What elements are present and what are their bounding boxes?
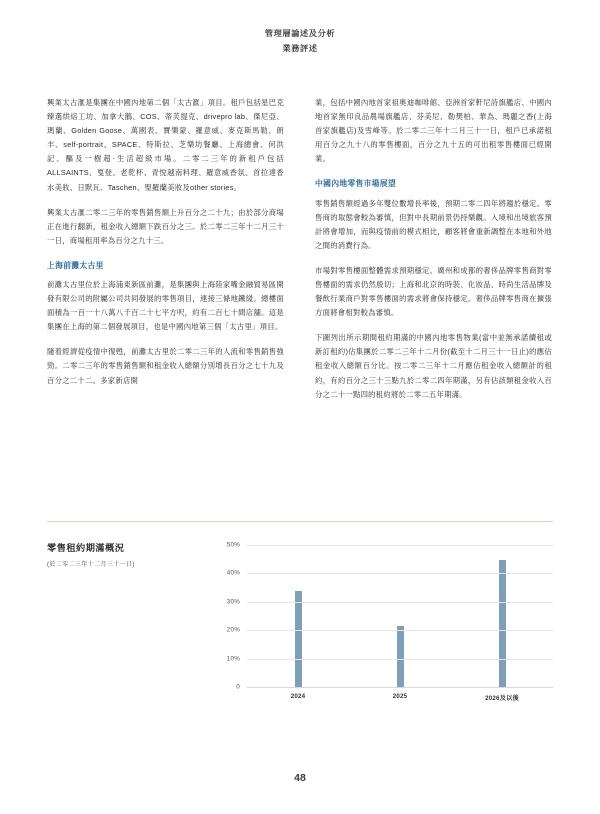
paragraph: 業，包括中國內地首家祖奧迪咖啡館、亞洲首家軒尼詩旗艦店、中國內地首家無印良品農場旗艦店、芬美尼、勒樊柏、華為、瑪麗之香(上海首家旗艦店)及雪峰等。於二零二三年十二月三十一日，租戶已承諾租用百分之九十八的零售樓面，百分之九十五的可出租零售樓面已經開業。 <box>315 98 552 164</box>
chart-title: 零售租約期滿概況 <box>47 543 125 553</box>
chart-bars <box>247 545 553 687</box>
running-header-section: 管理層論述及分析 <box>264 29 336 38</box>
paragraph: 市場對零售樓面整體需求預期穩定。廣州和成都的奢侈品牌零售商對零售樓面的需求仍然殷切；上海和北京的時裝、化妝品、時尚生活品牌及餐飲行業商戶對零售樓面的需求將會保持穩定。奢侈品牌零售商在擴張方面將會相對較為審慎。 <box>315 265 552 318</box>
chart-x-tick-label: 2025 <box>392 693 408 700</box>
section-heading-mainland-china-retail-outlook: 中國內地零售市場展望 <box>315 179 396 189</box>
chart-subtitle: (於二零二三年十二月三十一日) <box>47 561 135 568</box>
chart-y-tick-label: 40% <box>226 569 240 577</box>
chart-y-tick-label: 10% <box>226 655 240 663</box>
right-column <box>315 96 552 402</box>
chart-gridline <box>226 541 553 549</box>
chart-x-axis-labels <box>247 693 553 702</box>
chart-bar <box>397 626 404 687</box>
chart-bar <box>295 591 302 687</box>
chart-axes <box>226 541 553 691</box>
chart-gridline <box>226 626 553 634</box>
chart-bar-slot <box>349 545 451 687</box>
chart-x-tick-label: 2026及以後 <box>485 695 519 702</box>
running-header-subsection: 業務評述 <box>282 43 318 53</box>
chart-gridline <box>226 655 553 663</box>
paragraph: 下圖列出所示期間租約期滿的中國內地零售物業(當中並無承諾續租或新訂租約)佔集團於二零二三年十二月份(截至十二月三十一日止)的應佔租金收入總額百分比。按二零二三年十二月應佔租金收入總額計的租約，有約百分之三十三點九於二零二四年期滿，另有佔該類租金收入百分之二十一點四的租約將於二零二五年期滿。 <box>315 333 552 399</box>
retail-lease-expiry-chart <box>47 540 553 730</box>
section-heading-shanghai-qiantan-taikoo-li: 上海前灘太古里 <box>47 260 104 270</box>
chart-y-tick-label: 50% <box>226 541 240 549</box>
chart-bar <box>499 560 506 687</box>
paragraph: 興業太古滙二零二三年的零售銷售額上升百分之二十九；由於部分商場正在進行翻新，租金收入總額下跌百分之三。於二零二三年十二月三十一日，商場租用率為百分之九十三。 <box>47 207 284 245</box>
chart-y-tick-label: 0 <box>236 683 240 691</box>
chart-y-tick-label: 30% <box>226 598 240 606</box>
paragraph: 前灘太古里位於上海浦東新區前灘，是集團與上海陸家嘴金融貿易區開發有限公司的附屬公司共同發展的零售項目，連接三條地鐵綫。總樓面面積為一百一十八萬八千百二十七平方呎，約有二百七十間店舖。這是集團在上海的第二個發展項目，也是中國內地第三個「太古里」項目。 <box>47 279 284 332</box>
chart-bar-slot <box>451 545 553 687</box>
chart-plot-area <box>207 541 553 717</box>
chart-gridline <box>236 683 553 691</box>
paragraph: 零售銷售額經過多年雙位數增長率後，預期二零二四年將趨於穩定。零售商的取態會較為審慎，但對中長期前景仍持樂觀。入境和出境旅客預計將會增加，而與疫情前的模式相比，顧客將會重新調整在本地和外地之間的消費行為。 <box>315 198 552 250</box>
chart-y-tick-label: 20% <box>226 626 240 634</box>
page-number: 48 <box>294 772 306 784</box>
running-header <box>0 28 600 55</box>
chart-gridline <box>226 569 553 577</box>
chart-bar-slot <box>247 545 349 687</box>
section-divider <box>47 521 553 522</box>
chart-gridline <box>226 598 553 606</box>
paragraph: 隨着經濟從疫情中復甦，前灘太古里於二零二三年的人流和零售銷售強勁。二零二三年的零售銷售額和租金收入總額分別增長百分之七十九及百分之二十二。多家新店開 <box>47 347 284 385</box>
body-columns <box>47 96 553 402</box>
paragraph: 興業太古滙是集團在中國內地第二個「太古滙」項目。租戶包括星巴克臻選烘焙工坊、加拿大鵝、COS、蒂芙提克、drivepro lab、傑尼亞、瑪蘭、Golden Goose、萬國表、寶樂蒙、羅意威、麥克斯馬勒、朗丰、self-portrait、SPACE、特斯拉、芝樂坊餐廳、上海總會、何洪記、醧及一樹超‧生活超級市場。二零二三年的新租戶包括ALLSAINTS、戛登、老乾杯、青悅越南料理、羅意威香氛、首拉達香水美妝、日默瓦、Taschen、聖羅蘭美妝及other stories。 <box>47 98 284 192</box>
left-column <box>47 96 284 402</box>
chart-x-tick-label: 2024 <box>290 693 306 700</box>
